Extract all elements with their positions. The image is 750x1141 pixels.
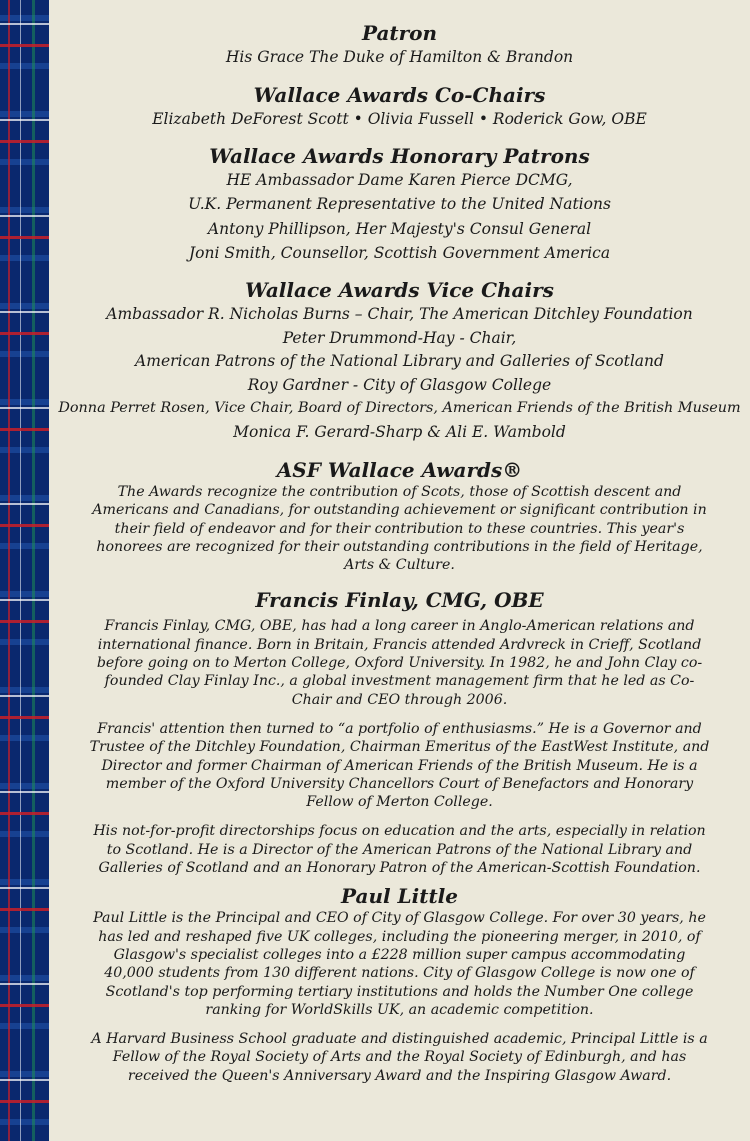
awards-heading: ASF Wallace Awards®	[276, 458, 523, 482]
program-content	[49, 20, 750, 1085]
vice-chair-line: American Patrons of the National Library and Galleries of Scotland	[135, 352, 664, 370]
little-bio-paragraph: Paul Little is the Principal and CEO of City of Glasgow College. For over 30 years, he has led and reshaped five UK colleges, including the pioneering merger, in 2010, of Glasgow's specialist colleges into a £228 million super campus accommodating 40,000 students from 130 different nations. City of Glasgow College is now one of Scotland's top performing tertiary institutions and holds the Number One college ranking for WorldSkills UK, an academic competition.	[93, 910, 706, 1018]
tartan-border	[0, 0, 49, 1141]
patron-name: His Grace The Duke of Hamilton & Brandon	[225, 48, 574, 66]
little-heading: Paul Little	[340, 884, 459, 909]
vice-chair-line: Roy Gardner - City of Glasgow College	[247, 375, 552, 394]
little-bio-paragraph: A Harvard Business School graduate and distinguished academic, Principal Little is a Fellow of the Royal Society of Arts and the Royal Society of Edinburgh, and has received the Queen's Anniversary Award and the Inspiring Glasgow Award.	[91, 1031, 708, 1084]
honorary-patron-line: Joni Smith, Counsellor, Scottish Government America	[188, 243, 611, 262]
honorary-patron-line: U.K. Permanent Representative to the United Nations	[188, 194, 611, 213]
vice-chair-line: Monica F. Gerard-Sharp & Ali E. Wambold	[233, 422, 566, 441]
finlay-bio-paragraph: Francis Finlay, CMG, OBE, has had a long career in Anglo-American relations and international finance. Born in Britain, Francis attended Ardvreck in Crieff, Scotland before going on to Merton College, Oxford University. In 1982, he and John Clay co-founded Clay Finlay Inc., a global investment management firm that he led as Co-Chair and CEO through 2006.	[96, 618, 703, 708]
honorary-patron-line: HE Ambassador Dame Karen Pierce DCMG,	[226, 171, 573, 189]
co-chairs-heading: Wallace Awards Co-Chairs	[253, 82, 546, 107]
finlay-bio-paragraph: Francis' attention then turned to “a portfolio of enthusiasms.” He is a Governor and Trustee of the Ditchley Foundation, Chairman Emeritus of the EastWest Institute, and Director and former Chairman of American Friends of the British Museum. He is a member of the Oxford University Chancellors Court of Benefactors and Honorary Fellow of Merton College.	[89, 720, 710, 811]
awards-description: The Awards recognize the contribution of Scots, those of Scottish descent and Americans and Canadians, for outstanding achievement or significant contribution in their field of endeavor and for their contribution to these countries. This year's honorees are recognized for their outstanding contributions in the field of Heritage, Arts & Culture.	[92, 484, 707, 574]
vice-chair-line: Peter Drummond-Hay - Chair,	[282, 328, 517, 347]
vice-chair-line: Ambassador R. Nicholas Burns – Chair, The American Ditchley Foundation	[106, 305, 693, 323]
vice-chair-line: Donna Perret Rosen, Vice Chair, Board of Directors, American Friends of the British Museum	[58, 400, 741, 416]
honorary-patrons-heading: Wallace Awards Honorary Patrons	[209, 144, 590, 168]
finlay-heading: Francis Finlay, CMG, OBE	[255, 588, 544, 613]
patron-heading: Patron	[361, 21, 438, 45]
vice-chairs-heading: Wallace Awards Vice Chairs	[245, 278, 554, 302]
co-chairs-names: Elizabeth DeForest Scott • Olivia Fussell • Roderick Gow, OBE	[152, 109, 647, 128]
honorary-patron-line: Antony Phillipson, Her Majesty's Consul General	[207, 220, 592, 238]
finlay-bio-paragraph: His not-for-profit directorships focus on education and the arts, especially in relation to Scotland. He is a Director of the American Patrons of the National Library and Galleries of Scotland and an Honorary Patron of the American-Scottish Foundation.	[93, 823, 706, 877]
